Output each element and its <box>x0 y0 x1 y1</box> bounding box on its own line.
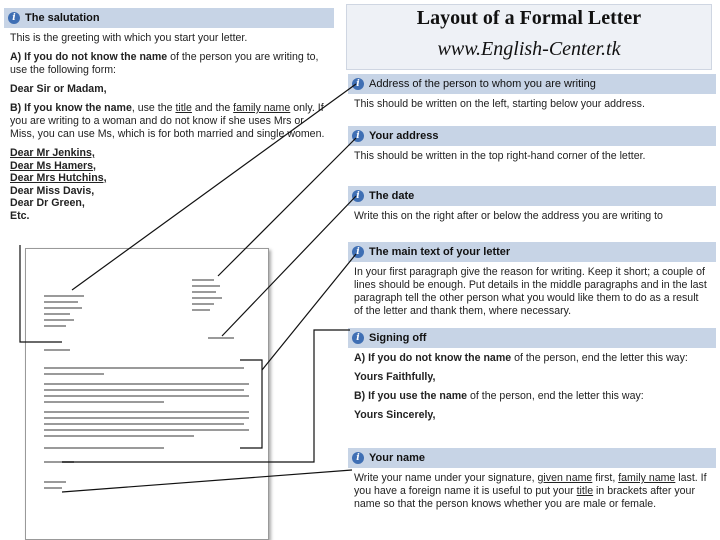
signing-off-b-bold: B) If you use the name <box>354 390 468 402</box>
salutation-header-label: The salutation <box>25 12 100 24</box>
salutation-a-example: Dear Sir or Madam, <box>10 83 107 95</box>
salutation-a-bold: A) If you do not know the name <box>10 51 168 63</box>
main-text-text: In your first paragraph give the reason for writing. Keep it short; a couple of lines should be enough. Put details in the middle paragraphs and in the last paragraph tell the other person what you would like them to do as a result of the letter and thank them, where necessary. <box>354 266 707 317</box>
info-icon: i <box>352 78 364 90</box>
info-icon: i <box>352 190 364 202</box>
your-name-text-part: Write your name under your signature, <box>354 472 538 484</box>
connector-your-address <box>218 138 356 276</box>
recipient-address-text: This should be written on the left, starting below your address. <box>354 98 645 110</box>
signing-off-a-bold: A) If you do not know the name <box>354 352 512 364</box>
salutation-b-text: , use the <box>131 102 176 114</box>
signing-off-a-text: of the person, end the letter this way: <box>511 352 688 364</box>
your-name-text-part: last. If you have a foreign name it is useful to put your <box>354 472 707 497</box>
salutation-a-text: of the person you are writing to, use the following form: <box>10 51 319 76</box>
salutation-b-text3: only. If you are writing to a woman and do not know if she uses Mrs or Miss, you can use Ms, which is for both married and single women. <box>10 102 325 140</box>
connector-date <box>222 196 356 336</box>
info-icon: i <box>352 332 364 344</box>
salutation-example: Dear Mr Jenkins, <box>10 147 95 159</box>
info-icon: i <box>8 12 20 24</box>
salutation-b-title: title <box>175 102 192 114</box>
signing-off-header-label: Signing off <box>369 332 427 344</box>
salutation-example: Dear Ms Hamers, <box>10 159 96 172</box>
salutation-b-family: family name <box>233 102 291 114</box>
your-name-title: title <box>576 485 594 497</box>
salutation-example: Etc. <box>10 209 30 222</box>
main-text-header-label: The main text of your letter <box>369 246 511 258</box>
signing-off-b-text: of the person, end the letter this way: <box>467 390 644 402</box>
your-name-text-part: first, <box>592 472 619 484</box>
salutation-intro: This is the greeting with which you start your letter. <box>10 32 248 44</box>
connector-main-text-bracket <box>240 360 262 448</box>
your-name-header-label: Your name <box>369 452 426 464</box>
salutation-example: Dear Dr Green, <box>10 197 85 209</box>
your-address-header-label: Your address <box>369 130 439 142</box>
your-name-text-part: in brackets after your name so that the person knows whether you are male or female. <box>354 485 695 510</box>
info-icon: i <box>352 246 364 258</box>
salutation-example: Dear Mrs Hutchins, <box>10 172 107 184</box>
your-address-text: This should be written in the top right-hand corner of the letter. <box>354 150 646 162</box>
your-name-family: family name <box>618 472 676 484</box>
info-icon: i <box>352 130 364 142</box>
recipient-address-header-label: Address of the person to whom you are writing <box>369 78 596 90</box>
salutation-b-bold: B) If you know the name <box>10 102 132 114</box>
connector-recipient-address <box>72 84 356 290</box>
connector-your-name <box>62 470 352 492</box>
info-icon: i <box>352 452 364 464</box>
salutation-example: Dear Miss Davis, <box>10 184 95 197</box>
date-text: Write this on the right after or below the address you are writing to <box>354 210 663 222</box>
connector-main-text <box>262 254 356 370</box>
signing-off-a-example: Yours Faithfully, <box>354 371 436 383</box>
salutation-b-text2: and the <box>191 102 234 114</box>
page-title: Layout of a Formal Letter <box>416 7 642 29</box>
date-header-label: The date <box>369 190 415 202</box>
signing-off-b-example: Yours Sincerely, <box>354 409 436 421</box>
your-name-given: given name <box>537 472 593 484</box>
website-url: www.English-Center.tk <box>437 38 621 60</box>
connector-salutation <box>20 245 62 342</box>
connector-signing-off <box>62 330 350 462</box>
